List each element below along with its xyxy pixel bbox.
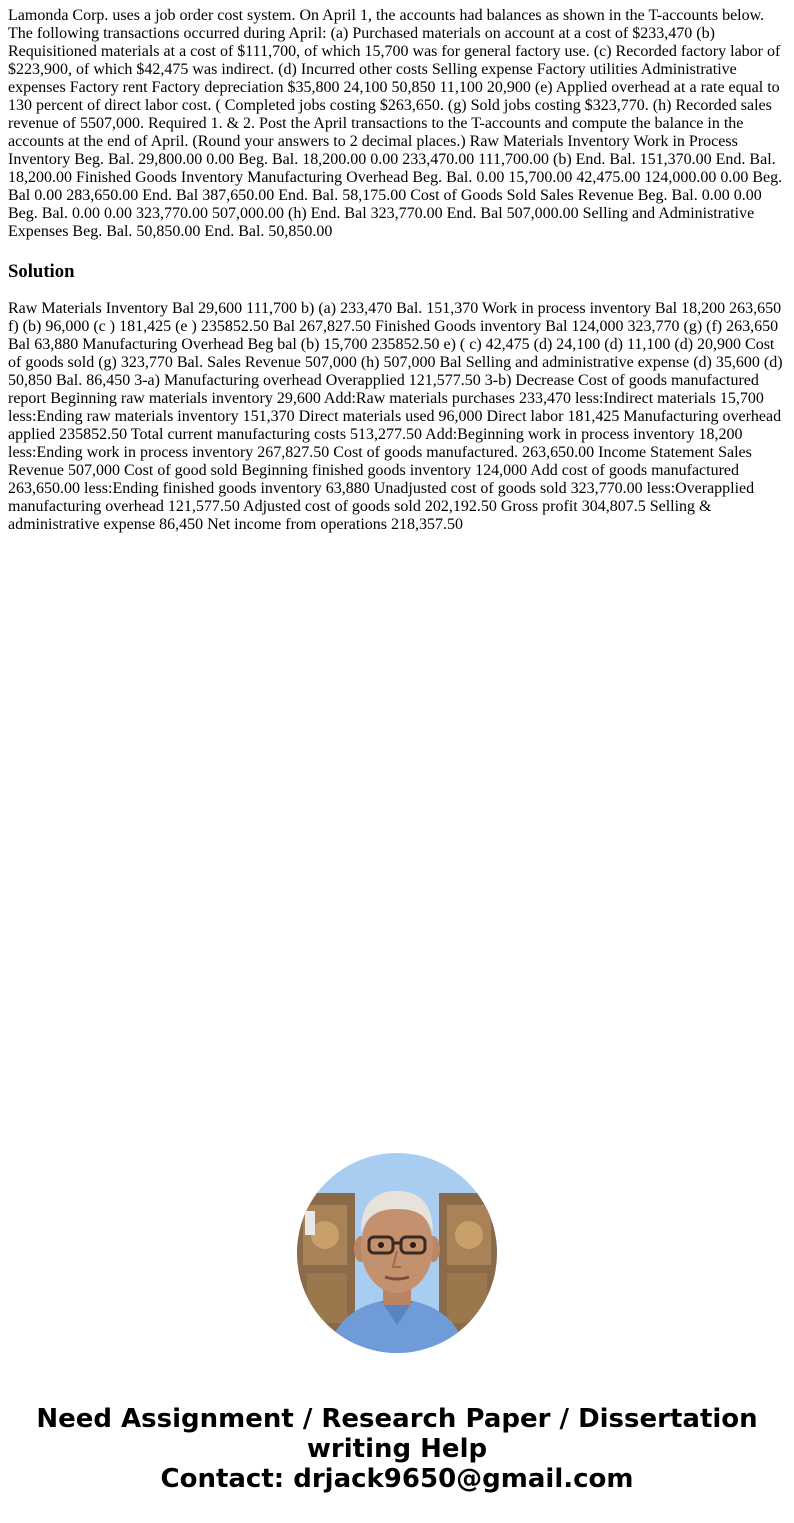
promo-line-1: Need Assignment / Research Paper / Dissertation <box>36 1404 758 1434</box>
promo-banner <box>0 1404 794 1494</box>
promo-contact: Contact: drjack9650@gmail.com <box>160 1464 634 1494</box>
author-avatar <box>297 1153 497 1353</box>
document-content <box>8 7 786 534</box>
author-avatar-photo <box>297 1153 497 1353</box>
solution-heading: Solution <box>8 261 75 282</box>
promo-line-2: writing Help <box>306 1434 488 1464</box>
solution-text: Raw Materials Inventory Bal 29,600 111,700 b) (a) 233,470 Bal. 151,370 Work in process inventory Bal 18,200 263,650 f) (b) 96,000 (c ) 181,425 (e ) 235852.50 Bal 267,827.50 Finished Goods inventory Bal 124,000 323,770 (g) (f) 263,650 Bal 63,880 Manufacturing Overhead Beg bal (b) 15,700 235852.50 e) ( c) 42,475 (d) 24,100 (d) 11,100 (d) 20,900 Cost of goods sold (g) 323,770 Bal. Sales Revenue 507,000 (h) 507,000 Bal Selling and administrative expense (d) 35,600 (d) 50,850 Bal. 86,450 3-a) Manufacturing overhead Overapplied 121,577.50 3-b) Decrease Cost of goods manufactured report Beginning raw materials inventory 29,600 Add:Raw materials purchases 233,470 less:Indirect materials 15,700 less:Ending raw materials inventory 151,370 Direct materials used 96,000 Direct labor 181,425 Manufacturing overhead applied 235852.50 Total current manufacturing costs 513,277.50 Add:Beginning work in process inventory 18,200 less:Ending work in process inventory 267,827.50 Cost of goods manufactured. 263,650.00 Income Statement Sales Revenue 507,000 Cost of good sold Beginning finished goods inventory 124,000 Add cost of goods manufactured 263,650.00 less:Ending finished goods inventory 63,880 Unadjusted cost of goods sold 323,770.00 less:Overapplied manufacturing overhead 121,577.50 Adjusted cost of goods sold 202,192.50 Gross profit 304,807.5 Selling & administrative expense 86,450 Net income from operations 218,357.50 <box>8 300 783 533</box>
question-text: Lamonda Corp. uses a job order cost system. On April 1, the accounts had balances as shown in the T-accounts below. The following transactions occurred during April: (a) Purchased materials on account at a cost of $233,470 (b) Requisitioned materials at a cost of $111,700, of which 15,700 was for general factory use. (c) Recorded factory labor of $223,900, of which $42,475 was indirect. (d) Incurred other costs Selling expense Factory utilities Administrative expenses Factory rent Factory depreciation $35,800 24,100 50,850 11,100 20,900 (e) Applied overhead at a rate equal to 130 percent of direct labor cost. ( Completed jobs costing $263,650. (g) Sold jobs costing $323,770. (h) Recorded sales revenue of 5507,000. Required 1. & 2. Post the April transactions to the T-accounts and compute the balance in the accounts at the end of April. (Round your answers to 2 decimal places.) Raw Materials Inventory Work in Process Inventory Beg. Bal. 29,800.00 0.00 Beg. Bal. 18,200.00 0.00 233,470.00 111,700.00 (b) End. Bal. 151,370.00 End. Bal. 18,200.00 Finished Goods Inventory Manufacturing Overhead Beg. Bal. 0.00 15,700.00 42,475.00 124,000.00 0.00 Beg. Bal 0.00 283,650.00 End. Bal 387,650.00 End. Bal. 58,175.00 Cost of Goods Sold Sales Revenue Beg. Bal. 0.00 0.00 Beg. Bal. 0.00 0.00 323,770.00 507,000.00 (h) End. Bal 323,770.00 End. Bal 507,000.00 Selling and Administrative Expenses Beg. Bal. 50,850.00 End. Bal. 50,850.00 <box>8 7 783 240</box>
